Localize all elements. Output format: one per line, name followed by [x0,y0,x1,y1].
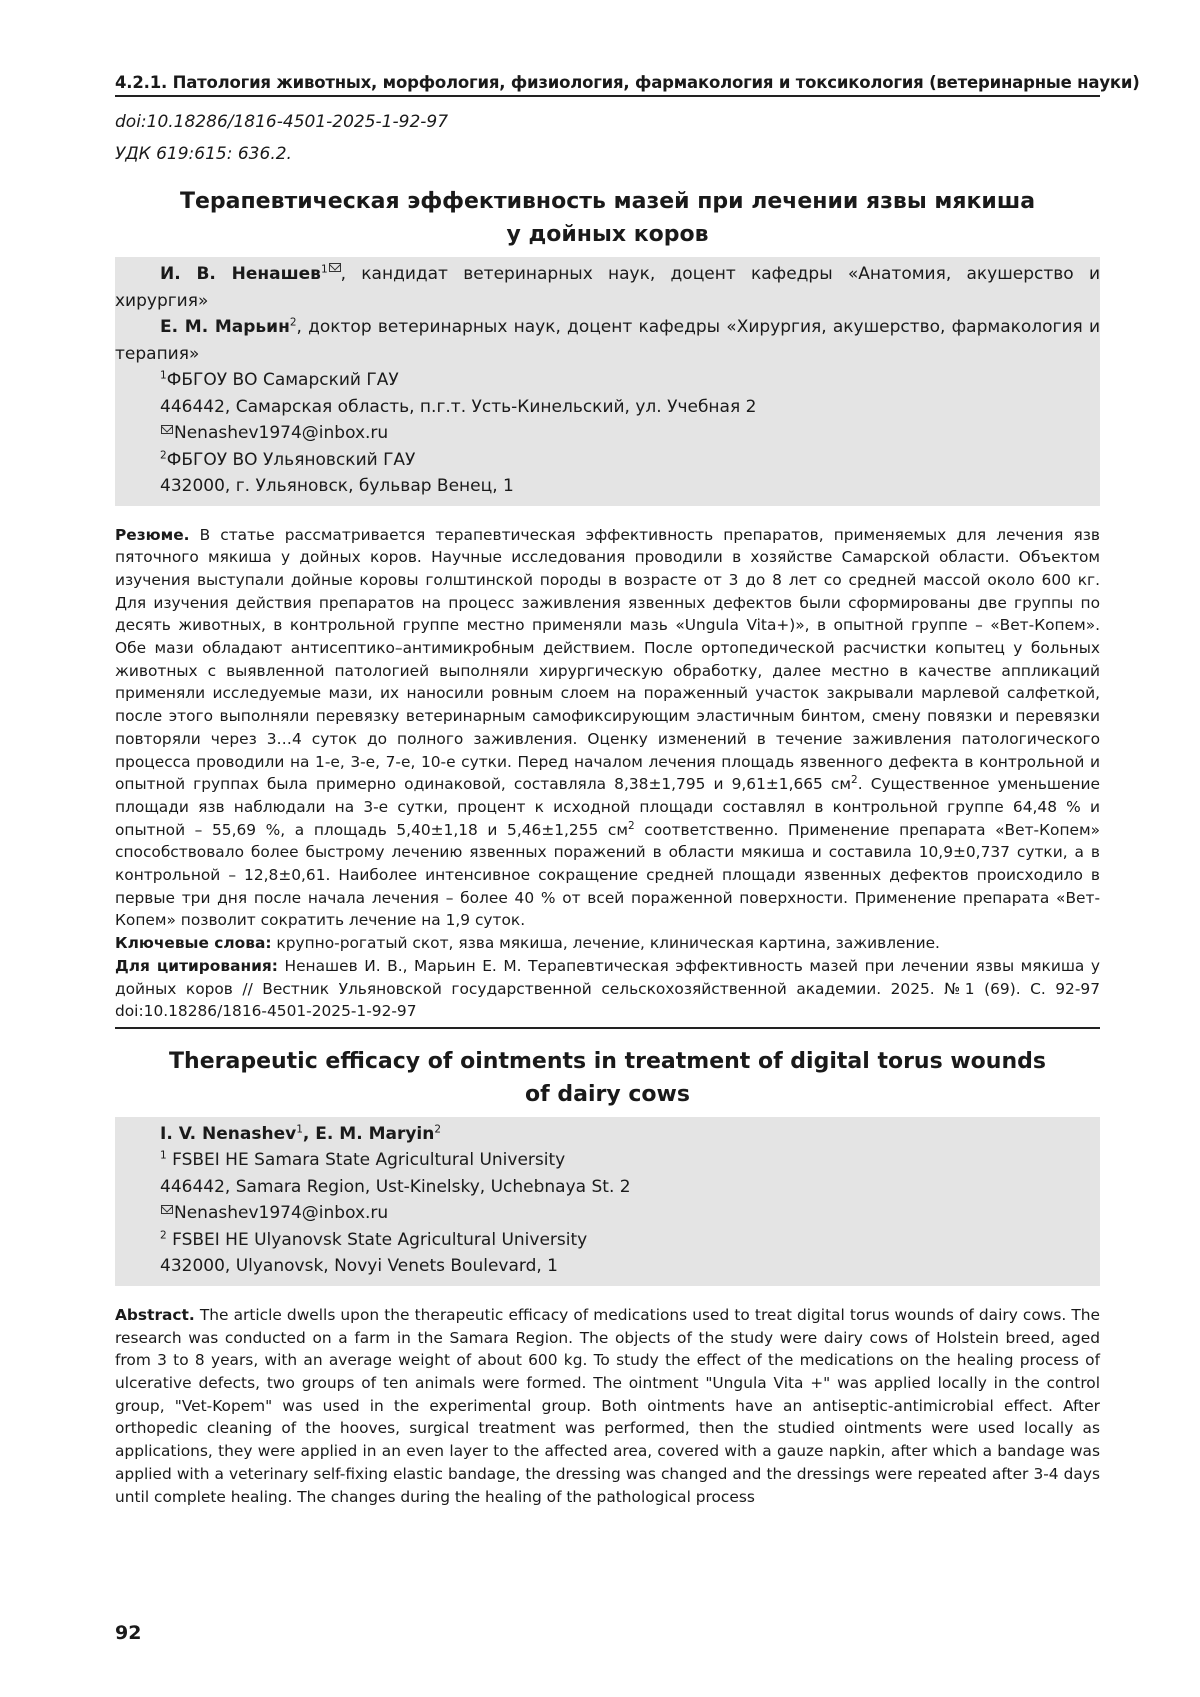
en-abstract [115,1304,1100,1508]
ru-abstract-label: Резюме. [115,526,190,544]
en-aff2-address: 432000, Ulyanovsk, Novyi Venets Boulevard, 1 [115,1253,1100,1280]
ru-title-line2: у дойных коров [115,218,1100,251]
en-author1-name: I. V. Nenashev [160,1124,296,1144]
ru-author1-name: И. В. Ненашев [160,264,321,284]
ru-aff1-sup: 1 [160,369,167,381]
ru-aff1-address: 446442, Самарская область, п.г.т. Усть-Кинельский, ул. Учебная 2 [115,394,1100,421]
udk: УДК 619:615: 636.2. [115,143,1100,165]
en-author1-sup: 1 [296,1123,303,1135]
en-title-line2: of dairy cows [115,1078,1100,1111]
ru-abstract-sup2: 2 [628,820,635,832]
ru-author1 [115,261,1100,314]
en-aff2-org-text: FSBEI HE Ulyanovsk State Agricultural University [167,1230,588,1250]
ru-author2-name: Е. М. Марьин [160,317,290,337]
ru-aff2-org [115,447,1100,474]
en-abstract-text: The article dwells upon the therapeutic efficacy of medications used to treat digital torus wounds of dairy cows. The research was conducted on a farm in the Samara Region. The objects of the study were dairy cows of Holstein breed, aged from 3 to 8 years, with an average weight of about 600 kg. To study the effect of the medications on the healing process of ulcerative defects, two groups of ten animals were formed. The ointment "Ungula Vita +" was applied locally in the control group, "Vet-Kopem" was used in the experimental group. Both ointments have an antiseptic-antimicrobial effect. After orthopedic cleaning of the hooves, surgical treatment was performed, then the studied ointments were used locally as applications, they were applied in an even layer to the affected area, covered with a gauze napkin, after which a bandage was applied with a veterinary self-fixing elastic bandage, the dressing was changed and the dressings were repeated after 3-4 days until complete healing. The changes during the healing of the pathological process [115,1306,1100,1506]
ru-keywords: крупно-рогатый скот, язва мякиша, лечение, клиническая картина, заживление. [272,934,940,952]
en-email [115,1200,1100,1227]
en-abstract-label: Abstract. [115,1306,195,1324]
en-title [115,1045,1100,1111]
ru-aff2-address: 432000, г. Ульяновск, бульвар Венец, 1 [115,473,1100,500]
article-page [115,72,1100,1508]
ru-abstract-part3: соответственно. Применение препарата «Вет-Копем» способствовало более быстрому лечению язвенных поражений в области мякиша и составила 10,9±0,737 сутки, а в контрольной – 12,8±0,61. Наиболее интенсивное сокращение средней площади язвенных дефектов происходило в первые три дня после начала лечения – более 40 % от всей пораженной поверхности. Применение препарата «Вет-Копем» позволит сократить лечение на 1,9 суток. [115,821,1100,930]
ru-citation: Ненашев И. В., Марьин Е. М. Терапевтическая эффективность мазей при лечении язвы мякиша у дойных коров // Вестник Ульяновской государственной сельскохозяйственной академии. 2025. №1 (69). С. 92-97 doi:10.18286/1816-4501-2025-1-92-97 [115,957,1100,1020]
ru-citation-label: Для цитирования: [115,957,278,975]
ru-keywords-label: Ключевые слова: [115,934,272,952]
ru-author2-sup: 2 [290,316,297,328]
ru-aff1-org [115,367,1100,394]
en-aff2-org [115,1227,1100,1254]
page-number: 92 [115,1622,141,1644]
ru-author2 [115,314,1100,367]
ru-aff1-org-text: ФБГОУ ВО Самарский ГАУ [167,370,399,390]
doi: doi:10.18286/1816-4501-2025-1-92-97 [115,111,1100,133]
en-aff2-sup: 2 [160,1229,167,1241]
ru-authors-box [115,257,1100,506]
ru-title-line1: Терапевтическая эффективность мазей при лечении язвы мякиша [115,185,1100,218]
en-authors [115,1121,1100,1148]
en-aff1-address: 446442, Samara Region, Ust-Kinelsky, Uchebnaya St. 2 [115,1174,1100,1201]
ru-email-text[interactable]: Nenashev1974@inbox.ru [174,423,388,443]
en-aff1-sup: 1 [160,1150,167,1162]
ru-aff2-sup: 2 [160,449,167,461]
en-aff1-org-text: FSBEI HE Samara State Agricultural University [167,1150,566,1170]
en-title-line1: Therapeutic efficacy of ointments in treatment of digital torus wounds [115,1045,1100,1078]
ru-author1-desc: , кандидат ветеринарных наук, доцент кафедры «Анатомия, акушерство и хирургия» [115,264,1100,311]
en-author2-sup: 2 [434,1123,441,1135]
ru-email [115,420,1100,447]
ru-author1-sup: 1 [321,263,328,275]
ru-abstract-part2: . Существенное уменьшение площади язв наблюдали на 3-е сутки, процент к исходной площади составлял в контрольной группе 64,48 % и опытной – 55,69 %, а площадь 5,40±1,18 и 5,46±1,255 см [115,775,1100,838]
en-authors-box [115,1117,1100,1286]
ru-title [115,185,1100,251]
ru-aff2-org-text: ФБГОУ ВО Ульяновский ГАУ [167,450,416,470]
mail-icon [329,263,341,272]
en-author-sep: , [303,1124,315,1144]
en-author2-name: E. M. Maryin [315,1124,434,1144]
mail-icon [161,1205,173,1214]
en-email-text[interactable]: Nenashev1974@inbox.ru [174,1203,388,1223]
ru-abstract [115,524,1100,1023]
ru-author2-desc: , доктор ветеринарных наук, доцент кафедры «Хирургия, акушерство, фармакология и терапия» [115,317,1100,364]
en-aff1-org [115,1147,1100,1174]
divider [115,1027,1100,1029]
ru-abstract-sup1: 2 [851,774,858,786]
mail-icon [161,425,173,434]
section-heading: 4.2.1. Патология животных, морфология, физиология, фармакология и токсикология (ветеринарные науки) [115,72,1100,97]
ru-abstract-part1: В статье рассматривается терапевтическая эффективность препаратов, применяемых для лечения язв пяточного мякиша у дойных коров. Научные исследования проводили в хозяйстве Самарской области. Объектом изучения выступали дойные коровы голштинской породы в возрасте от 3 до 8 лет со средней массой около 600 кг. Для изучения действия препаратов на процесс заживления язвенных дефектов были сформированы две группы по десять животных, в контрольной группе местно применяли мазь «Ungula Vita+)», в опытной группе – «Вет-Копем». Обе мази обладают антисептико–антимикробным действием. После ортопедической расчистки копытец у больных животных с выявленной патологией выполняли хирургическую обработку, далее местно в качестве аппликаций применяли исследуемые мази, их наносили ровным слоем на пораженный участок закрывали марлевой салфеткой, после этого выполняли перевязку ветеринарным самофиксирующим эластичным бинтом, смену повязки и перевязки повторяли через 3…4 суток до полного заживления. Оценку изменений в течение заживления патологического процесса проводили на 1-е, 3-е, 7-е, 10-е сутки. Перед началом лечения площадь язвенного дефекта в контрольной и опытной группах была примерно одинаковой, составляла 8,38±1,795 и 9,61±1,665 см [115,526,1100,794]
